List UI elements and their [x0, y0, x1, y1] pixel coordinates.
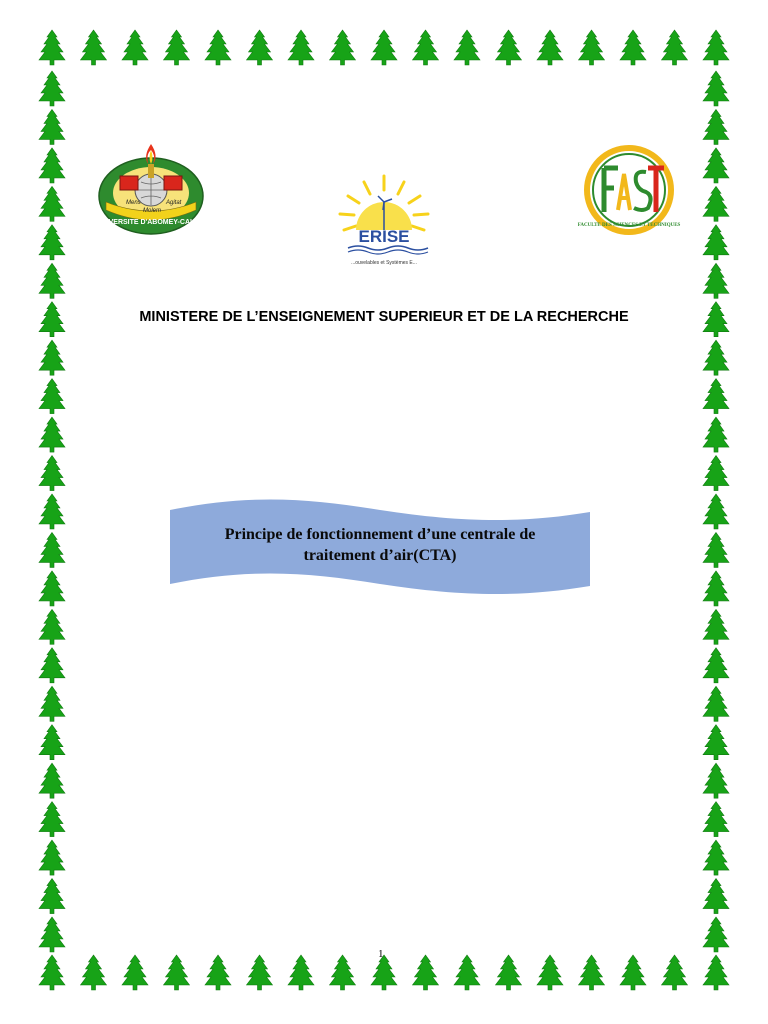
ministry-heading: MINISTERE DE L’ENSEIGNEMENT SUPERIEUR ET DE LA RECHERCHE: [139, 309, 629, 325]
fast-ring-text: FACULTE DES SCIENCES ET TECHNIQUES: [577, 223, 681, 228]
university-logo: [96, 138, 206, 238]
pine-tree-icon: [39, 379, 65, 414]
pine-tree-icon: [39, 71, 65, 106]
pine-tree-icon: [496, 955, 522, 990]
pine-tree-icon: [39, 725, 65, 760]
pine-tree-icon: [39, 340, 65, 375]
pine-tree-icon: [39, 532, 65, 567]
border-top: [39, 30, 729, 65]
pine-tree-icon: [703, 148, 729, 183]
pine-tree-icon: [39, 494, 65, 529]
pine-tree-icon: [39, 763, 65, 798]
page-number: 1: [378, 948, 384, 960]
pine-tree-icon: [39, 30, 65, 65]
erise-logo: [334, 172, 434, 268]
motto-bottom: Molem: [143, 208, 162, 214]
pine-tree-icon: [39, 456, 65, 491]
pine-tree-icon: [703, 686, 729, 721]
pine-tree-icon: [703, 494, 729, 529]
pine-tree-icon: [703, 879, 729, 914]
erise-name: ERISE: [358, 227, 410, 246]
pine-tree-icon: [39, 686, 65, 721]
pine-tree-icon: [703, 225, 729, 260]
pine-tree-icon: [703, 263, 729, 298]
pine-tree-icon: [164, 955, 190, 990]
pine-tree-icon: [703, 571, 729, 606]
border-left: [39, 71, 65, 952]
title-line-2: traitement d’air(CTA): [303, 547, 457, 564]
pine-tree-icon: [205, 30, 231, 65]
pine-tree-icon: [703, 456, 729, 491]
pine-tree-icon: [39, 609, 65, 644]
pine-tree-icon: [39, 571, 65, 606]
pine-tree-icon: [620, 955, 646, 990]
pine-tree-icon: [39, 879, 65, 914]
pine-tree-icon: [205, 955, 231, 990]
pine-tree-icon: [454, 955, 480, 990]
pine-tree-icon: [39, 148, 65, 183]
pine-tree-icon: [371, 955, 397, 990]
pine-tree-icon: [662, 30, 688, 65]
pine-tree-icon: [164, 30, 190, 65]
pine-tree-icon: [496, 30, 522, 65]
pine-tree-icon: [39, 802, 65, 837]
pine-tree-icon: [662, 955, 688, 990]
pine-tree-icon: [703, 725, 729, 760]
pine-tree-icon: [703, 917, 729, 952]
pine-tree-icon: [703, 417, 729, 452]
pine-tree-icon: [371, 30, 397, 65]
pine-tree-icon: [330, 955, 356, 990]
pine-tree-icon: [703, 186, 729, 221]
pine-tree-icon: [122, 955, 148, 990]
pine-tree-icon: [537, 955, 563, 990]
pine-tree-icon: [247, 30, 273, 65]
pine-tree-icon: [247, 955, 273, 990]
pine-tree-icon: [39, 263, 65, 298]
pine-tree-icon: [330, 30, 356, 65]
pine-tree-icon: [413, 955, 439, 990]
border-right: [703, 71, 729, 952]
university-ring-text: UNIVERSITE D'ABOMEY-CALAVI: [96, 219, 206, 226]
pine-tree-icon: [703, 379, 729, 414]
pine-tree-icon: [122, 30, 148, 65]
pine-tree-icon: [81, 30, 107, 65]
pine-tree-icon: [703, 340, 729, 375]
border-bottom: [39, 955, 729, 990]
pine-tree-icon: [703, 71, 729, 106]
erise-tagline: ...ouvelables et Systèmes E...: [351, 260, 417, 266]
pine-tree-icon: [39, 186, 65, 221]
fast-logo: [577, 140, 681, 240]
pine-tree-icon: [413, 30, 439, 65]
pine-tree-icon: [39, 417, 65, 452]
pine-tree-icon: [703, 955, 729, 990]
pine-tree-icon: [579, 30, 605, 65]
motto-right: Agitat: [166, 200, 182, 206]
pine-tree-icon: [579, 955, 605, 990]
pine-tree-icon: [703, 648, 729, 683]
pine-tree-icon: [39, 955, 65, 990]
pine-tree-icon: [39, 917, 65, 952]
pine-tree-icon: [703, 802, 729, 837]
pine-tree-icon: [39, 109, 65, 144]
pine-tree-icon: [39, 840, 65, 875]
title-line-1: Principe de fonctionnement d’une centrale de: [224, 526, 536, 543]
document-title: [168, 524, 592, 566]
pine-tree-icon: [703, 763, 729, 798]
pine-tree-icon: [39, 225, 65, 260]
pine-tree-icon: [703, 609, 729, 644]
pine-tree-icon: [620, 30, 646, 65]
pine-tree-icon: [703, 109, 729, 144]
motto-left: Mens: [126, 200, 141, 206]
pine-tree-icon: [81, 955, 107, 990]
pine-tree-icon: [537, 30, 563, 65]
pine-tree-icon: [703, 30, 729, 65]
pine-tree-icon: [288, 955, 314, 990]
pine-tree-icon: [703, 532, 729, 567]
pine-tree-icon: [39, 648, 65, 683]
pine-tree-icon: [288, 30, 314, 65]
pine-tree-icon: [703, 840, 729, 875]
pine-tree-icon: [454, 30, 480, 65]
